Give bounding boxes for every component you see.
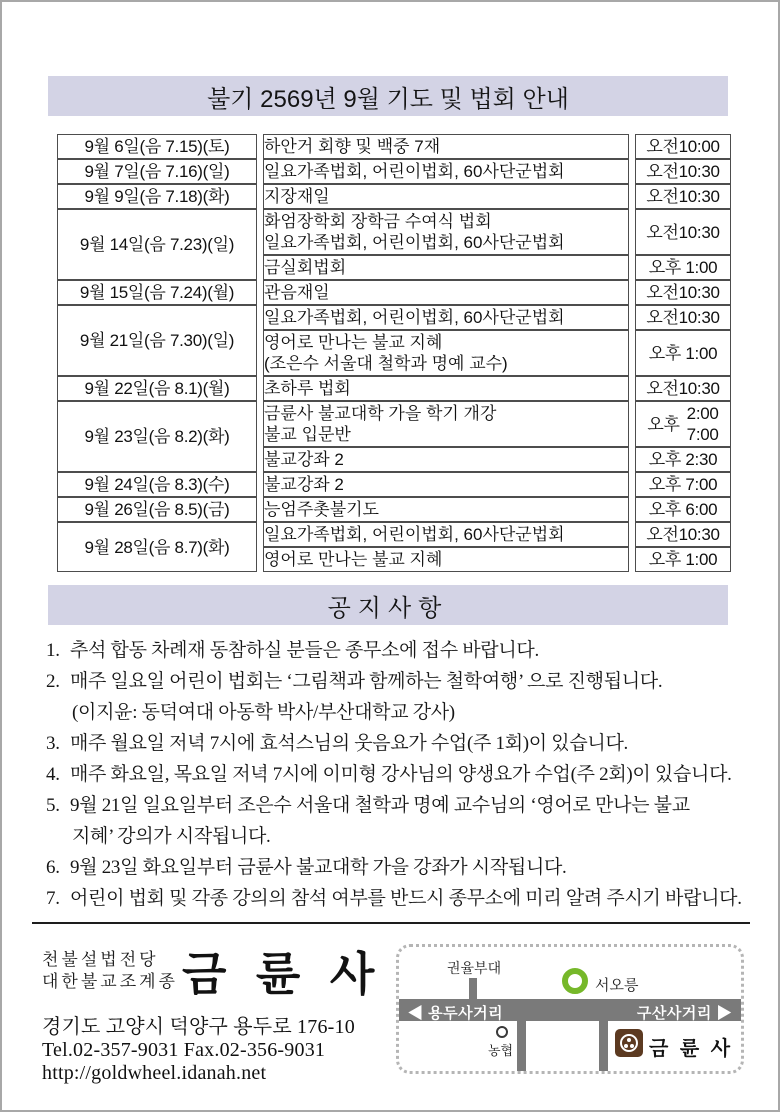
temple-address: 경기도 고양시 덕양구 용두로 176-10 [42, 1016, 355, 1038]
map-label-seooreung: 서오릉 [595, 977, 639, 994]
notices-title-banner [48, 585, 728, 625]
table-row [57, 522, 731, 547]
footer [42, 938, 744, 1085]
date-cell: 9월 14일(음 7.23)(일) [57, 209, 257, 280]
date-cell: 9월 7일(음 7.16)(일) [57, 159, 257, 184]
event-cell: 하안거 회향 및 백중 7재 [263, 134, 629, 159]
event-cell: 지장재일 [263, 184, 629, 209]
list-item: 1. 추석 합동 차례재 동참하실 분들은 종무소에 접수 바랍니다. [46, 640, 539, 661]
table-row [57, 305, 731, 330]
map-road-left-label: ◀ 용두사거리 [408, 1005, 504, 1022]
event-cell [263, 401, 629, 447]
temple-identity [42, 938, 383, 1085]
time-cell: 오전10:30 [635, 376, 731, 401]
date-cell: 9월 15일(음 7.24)(월) [57, 280, 257, 305]
event-cell: 불교강좌 2 [263, 447, 629, 472]
event-cell [263, 330, 629, 376]
table-row [57, 401, 731, 447]
map-side-road-down-1 [517, 1021, 526, 1071]
table-row [57, 497, 731, 522]
schedule-title-banner [48, 76, 728, 116]
time-cell: 오후 1:00 [635, 330, 731, 376]
time-cell: 오후 1:00 [635, 547, 731, 572]
table-row [57, 472, 731, 497]
date-cell: 9월 23일(음 8.2)(화) [57, 401, 257, 472]
time-line: 2:00 [686, 404, 719, 423]
list-item: 3. 매주 월요일 저녁 7시에 효석스님의 웃음요가 수업(주 1회)이 있습니다. [46, 733, 628, 754]
time-prefix: 오후 [647, 414, 680, 434]
date-cell: 9월 6일(음 7.15)(토) [57, 134, 257, 159]
date-cell: 9월 22일(음 8.1)(월) [57, 376, 257, 401]
time-cell: 오전10:30 [635, 159, 731, 184]
time-cell: 오전10:00 [635, 134, 731, 159]
table-row [57, 134, 731, 159]
temple-website-link[interactable]: http://goldwheel.idanah.net [42, 1062, 267, 1084]
map-side-road-down-2 [599, 1021, 608, 1071]
time-cell: 오후 6:00 [635, 497, 731, 522]
date-cell: 9월 21일(음 7.30)(일) [57, 305, 257, 376]
list-item: 6. 9월 23일 화요일부터 금륜사 불교대학 가을 강좌가 시작됩니다. [46, 857, 567, 878]
schedule-title: 불기 2569년 9월 기도 및 법회 안내 [207, 85, 569, 113]
temple-name: 금 륜 사 [181, 949, 384, 1000]
map-label-temple: 금 륜 사 [649, 1038, 734, 1060]
date-cell: 9월 26일(음 8.5)(금) [57, 497, 257, 522]
event-line: 불교 입문반 [264, 425, 351, 444]
event-line: 금륜사 불교대학 가을 학기 개강 [264, 404, 497, 423]
time-line: 7:00 [686, 425, 719, 444]
map-side-road-up [469, 978, 477, 999]
table-row [57, 376, 731, 401]
time-cell: 오전10:30 [635, 305, 731, 330]
list-item: 2. 매주 일요일 어린이 법회는 ‘그림책과 함께하는 철학여행’ 으로 진행됩니다. [46, 671, 663, 692]
event-cell: 불교강좌 2 [263, 472, 629, 497]
map-label-nh: 농협 [488, 1043, 514, 1058]
list-item: 7. 어린이 법회 및 각종 강의의 참석 여부를 반드시 종무소에 미리 알려 주시기 바랍니다. [46, 888, 742, 909]
event-cell: 초하루 법회 [263, 376, 629, 401]
event-line: 일요가족법회, 어린이법회, 60사단군법회 [264, 233, 565, 252]
event-line: 영어로 만나는 불교 지혜 [264, 333, 443, 352]
schedule-table [51, 134, 737, 572]
event-cell: 일요가족법회, 어린이법회, 60사단군법회 [263, 305, 629, 330]
table-row [57, 159, 731, 184]
footer-divider [32, 922, 750, 924]
time-cell: 오후 7:00 [635, 472, 731, 497]
list-item: 4. 매주 화요일, 목요일 저녁 7시에 이미형 강사님의 양생요가 수업(주 2회)이 있습니다. [46, 764, 732, 785]
date-cell: 9월 28일(음 8.7)(화) [57, 522, 257, 572]
temple-org-lines: 천불설법전당 대한불교조계종 [42, 950, 178, 991]
list-item-continuation: 지혜’ 강의가 시작됩니다. [72, 826, 271, 847]
event-cell: 능엄주촛불기도 [263, 497, 629, 522]
map-road-right-label: 구산사거리 ▶ [636, 1005, 732, 1022]
table-row [57, 280, 731, 305]
time-cell: 오전10:30 [635, 522, 731, 547]
time-cell: 오후 2:30 [635, 447, 731, 472]
temple-wheel-icon [615, 1029, 643, 1057]
temple-contact [42, 1016, 383, 1085]
event-line: (조은수 서울대 철학과 명예 교수) [264, 354, 508, 373]
time-cell: 오전10:30 [635, 280, 731, 305]
time-cell: 오전10:30 [635, 209, 731, 255]
map-green-circle-icon [562, 968, 588, 994]
map-label-army-base: 권율부대 [447, 960, 502, 976]
temple-telfax: Tel.02-357-9031 Fax.02-356-9031 [42, 1039, 326, 1061]
date-cell: 9월 9일(음 7.18)(화) [57, 184, 257, 209]
map-nh-circle-icon [496, 1026, 508, 1038]
time-cell [635, 401, 731, 447]
notices-title: 공지사항 [327, 594, 449, 622]
event-cell: 금실회법회 [263, 255, 629, 280]
event-cell [263, 209, 629, 255]
list-item-continuation: (이지윤: 동덕여대 아동학 박사/부산대학교 강사) [72, 702, 455, 723]
location-map [396, 944, 744, 1074]
event-cell: 관음재일 [263, 280, 629, 305]
event-cell: 일요가족법회, 어린이법회, 60사단군법회 [263, 522, 629, 547]
event-cell: 영어로 만나는 불교 지혜 [263, 547, 629, 572]
time-cell: 오후 1:00 [635, 255, 731, 280]
list-item: 5. 9월 21일 일요일부터 조은수 서울대 철학과 명예 교수님의 ‘영어로 만나는 불교 [46, 795, 690, 816]
event-line: 화엄장학회 장학금 수여식 법회 [264, 212, 492, 231]
table-row [57, 209, 731, 255]
notices-list [46, 635, 778, 914]
date-cell: 9월 24일(음 8.3)(수) [57, 472, 257, 497]
time-cell: 오전10:30 [635, 184, 731, 209]
table-row [57, 184, 731, 209]
event-cell: 일요가족법회, 어린이법회, 60사단군법회 [263, 159, 629, 184]
